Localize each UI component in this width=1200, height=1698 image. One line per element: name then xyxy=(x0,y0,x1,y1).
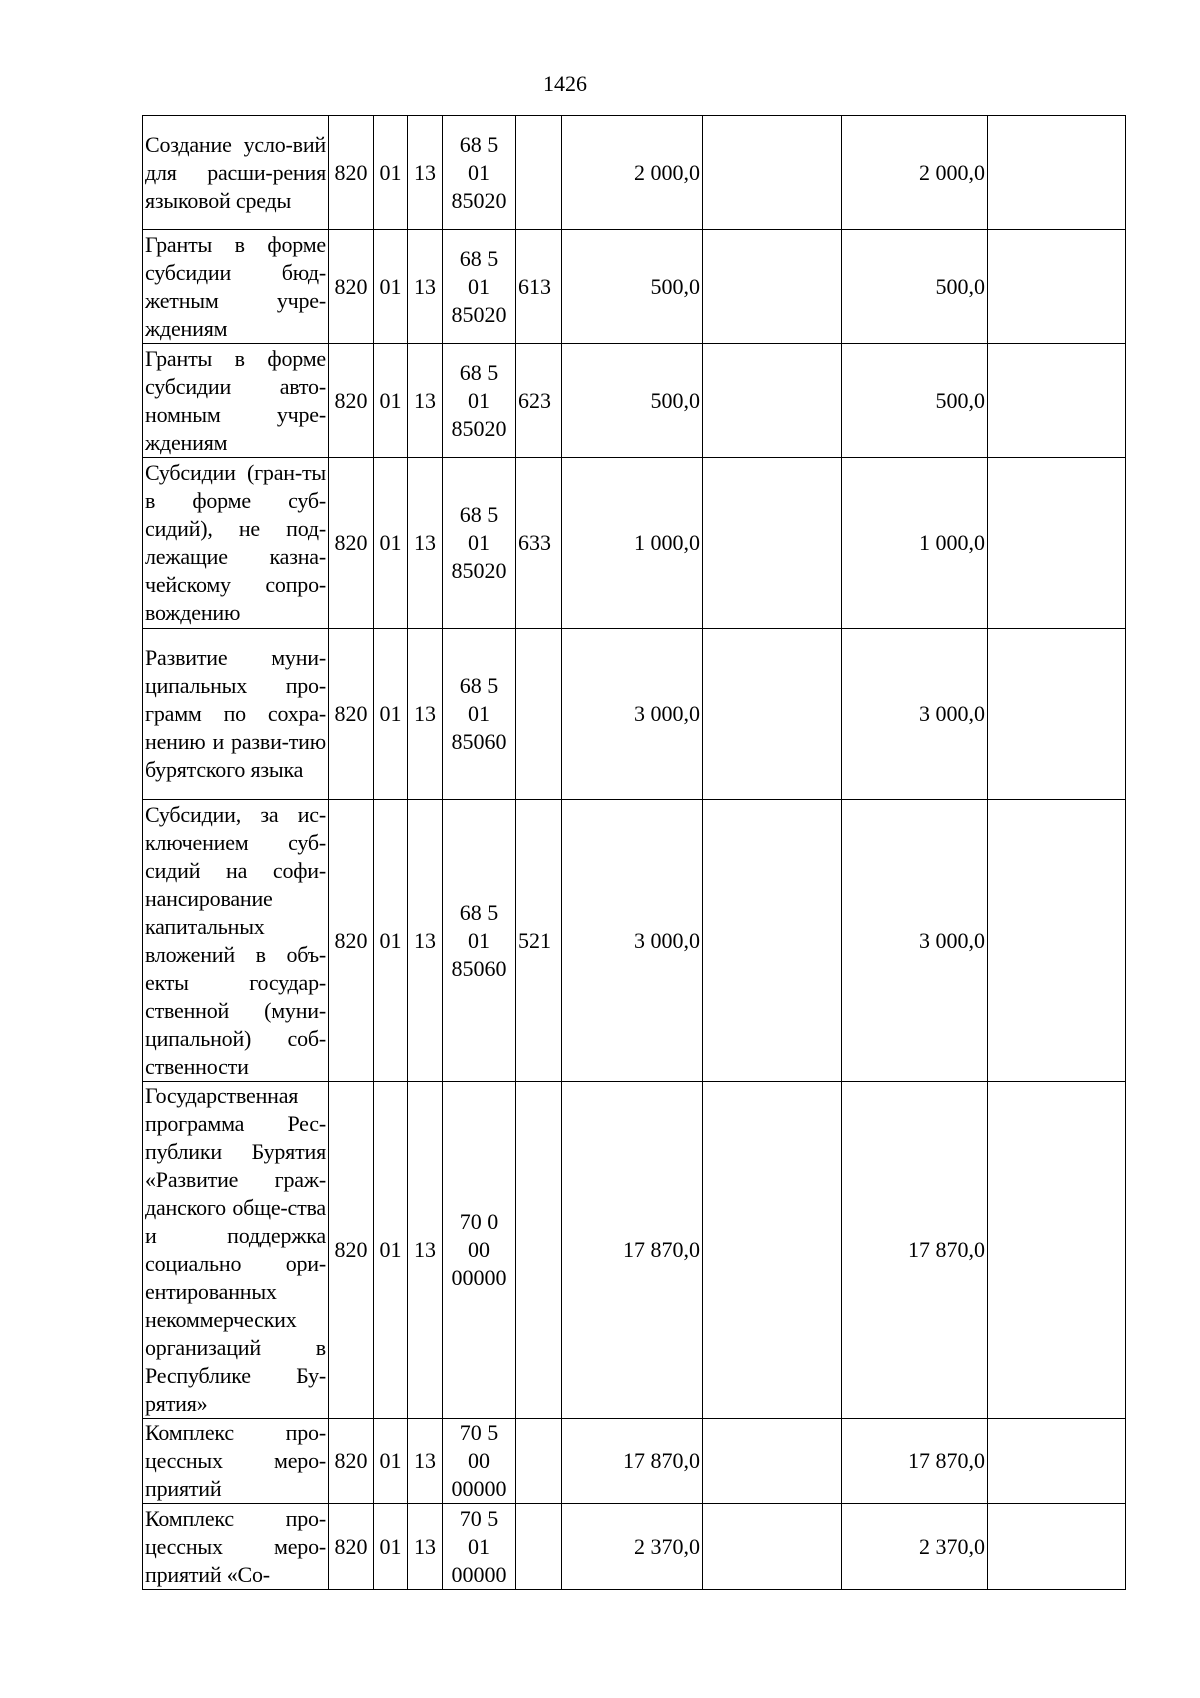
target-article-cell: 70 5 00 00000 xyxy=(443,1419,516,1504)
amount-cell xyxy=(988,458,1126,629)
section-code-cell: 01 xyxy=(374,1504,408,1590)
section-code-cell: 01 xyxy=(374,230,408,344)
amount-cell: 2 000,0 xyxy=(842,116,988,230)
amount-cell xyxy=(703,1419,842,1504)
section-code-cell: 01 xyxy=(374,800,408,1082)
section-code-cell: 01 xyxy=(374,1082,408,1419)
section-code-cell: 01 xyxy=(374,1419,408,1504)
amount-cell xyxy=(703,629,842,800)
amount-cell xyxy=(988,1082,1126,1419)
grbs-code-cell: 820 xyxy=(329,629,374,800)
target-article-cell: 70 5 01 00000 xyxy=(443,1504,516,1590)
target-article-cell: 68 5 01 85020 xyxy=(443,230,516,344)
target-article-cell: 68 5 01 85020 xyxy=(443,458,516,629)
amount-cell xyxy=(988,800,1126,1082)
table-row xyxy=(143,1504,1126,1590)
target-article-cell: 68 5 01 85060 xyxy=(443,800,516,1082)
row-name-cell: Развитие муни-ципальных про-грамм по сохра-нению и разви-тию бурятского языка xyxy=(143,629,329,800)
table-row xyxy=(143,344,1126,458)
amount-cell: 1 000,0 xyxy=(562,458,703,629)
amount-cell: 3 000,0 xyxy=(842,800,988,1082)
amount-cell xyxy=(703,1504,842,1590)
amount-cell: 17 870,0 xyxy=(562,1082,703,1419)
amount-cell: 2 000,0 xyxy=(562,116,703,230)
table-row xyxy=(143,629,1126,800)
expense-type-cell: 633 xyxy=(516,458,562,629)
row-name-cell: Комплекс про-цессных меро-приятий «Со- xyxy=(143,1504,329,1590)
target-article-cell: 70 0 00 00000 xyxy=(443,1082,516,1419)
amount-cell: 500,0 xyxy=(842,344,988,458)
amount-cell: 500,0 xyxy=(842,230,988,344)
page-number: 1426 xyxy=(543,71,587,96)
amount-cell: 1 000,0 xyxy=(842,458,988,629)
amount-cell xyxy=(988,1419,1126,1504)
row-name-cell: Гранты в форме субсидии бюд-жетным учре-ждениям xyxy=(143,230,329,344)
row-name-cell: Комплекс про-цессных меро-приятий xyxy=(143,1419,329,1504)
section-code-cell: 01 xyxy=(374,344,408,458)
amount-cell xyxy=(988,344,1126,458)
grbs-code-cell: 820 xyxy=(329,1419,374,1504)
section-code-cell: 01 xyxy=(374,116,408,230)
amount-cell xyxy=(703,458,842,629)
amount-cell: 2 370,0 xyxy=(842,1504,988,1590)
amount-cell: 500,0 xyxy=(562,230,703,344)
amount-cell xyxy=(988,629,1126,800)
grbs-code-cell: 820 xyxy=(329,800,374,1082)
amount-cell xyxy=(988,116,1126,230)
subsection-code-cell: 13 xyxy=(408,1419,443,1504)
subsection-code-cell: 13 xyxy=(408,1082,443,1419)
table-row xyxy=(143,230,1126,344)
row-name-cell: Гранты в форме субсидии авто-номным учре-ждениям xyxy=(143,344,329,458)
expense-type-cell xyxy=(516,116,562,230)
amount-cell xyxy=(703,1082,842,1419)
grbs-code-cell: 820 xyxy=(329,1504,374,1590)
expense-type-cell xyxy=(516,1419,562,1504)
target-article-cell: 68 5 01 85020 xyxy=(443,116,516,230)
subsection-code-cell: 13 xyxy=(408,344,443,458)
subsection-code-cell: 13 xyxy=(408,800,443,1082)
expense-type-cell xyxy=(516,1082,562,1419)
grbs-code-cell: 820 xyxy=(329,344,374,458)
grbs-code-cell: 820 xyxy=(329,458,374,629)
row-name-cell: Создание усло-вий для расши-рения языковой среды xyxy=(143,116,329,230)
row-name-cell: Субсидии, за ис-ключением суб-сидий на софи-нансирование капитальных вложений в объ-екты государ-ственной (муни-ципальной) соб-ственности xyxy=(143,800,329,1082)
section-code-cell: 01 xyxy=(374,629,408,800)
amount-cell xyxy=(703,116,842,230)
table-row xyxy=(143,1082,1126,1419)
amount-cell xyxy=(703,344,842,458)
section-code-cell: 01 xyxy=(374,458,408,629)
subsection-code-cell: 13 xyxy=(408,116,443,230)
target-article-cell: 68 5 01 85020 xyxy=(443,344,516,458)
expense-type-cell xyxy=(516,629,562,800)
expense-type-cell: 521 xyxy=(516,800,562,1082)
amount-cell xyxy=(703,230,842,344)
amount-cell: 3 000,0 xyxy=(562,800,703,1082)
expense-type-cell xyxy=(516,1504,562,1590)
subsection-code-cell: 13 xyxy=(408,458,443,629)
grbs-code-cell: 820 xyxy=(329,230,374,344)
amount-cell: 500,0 xyxy=(562,344,703,458)
table-row xyxy=(143,800,1126,1082)
target-article-cell: 68 5 01 85060 xyxy=(443,629,516,800)
expense-type-cell: 623 xyxy=(516,344,562,458)
amount-cell: 17 870,0 xyxy=(562,1419,703,1504)
budget-table xyxy=(142,115,1126,1590)
row-name-cell: Государственная программа Рес-публики Бурятия «Развитие граж-данского обще-ства и поддержка социально ори-ентированных некоммерческих организаций в Республике Бу-рятия» xyxy=(143,1082,329,1419)
grbs-code-cell: 820 xyxy=(329,116,374,230)
row-name-cell: Субсидии (гран-ты в форме суб-сидий), не под-лежащие казна-чейскому сопро-вождению xyxy=(143,458,329,629)
table-row xyxy=(143,116,1126,230)
amount-cell: 3 000,0 xyxy=(842,629,988,800)
table-row xyxy=(143,1419,1126,1504)
amount-cell: 17 870,0 xyxy=(842,1082,988,1419)
table-row xyxy=(143,458,1126,629)
amount-cell: 2 370,0 xyxy=(562,1504,703,1590)
expense-type-cell: 613 xyxy=(516,230,562,344)
amount-cell: 3 000,0 xyxy=(562,629,703,800)
grbs-code-cell: 820 xyxy=(329,1082,374,1419)
amount-cell xyxy=(988,1504,1126,1590)
amount-cell: 17 870,0 xyxy=(842,1419,988,1504)
amount-cell xyxy=(703,800,842,1082)
subsection-code-cell: 13 xyxy=(408,230,443,344)
amount-cell xyxy=(988,230,1126,344)
subsection-code-cell: 13 xyxy=(408,629,443,800)
subsection-code-cell: 13 xyxy=(408,1504,443,1590)
